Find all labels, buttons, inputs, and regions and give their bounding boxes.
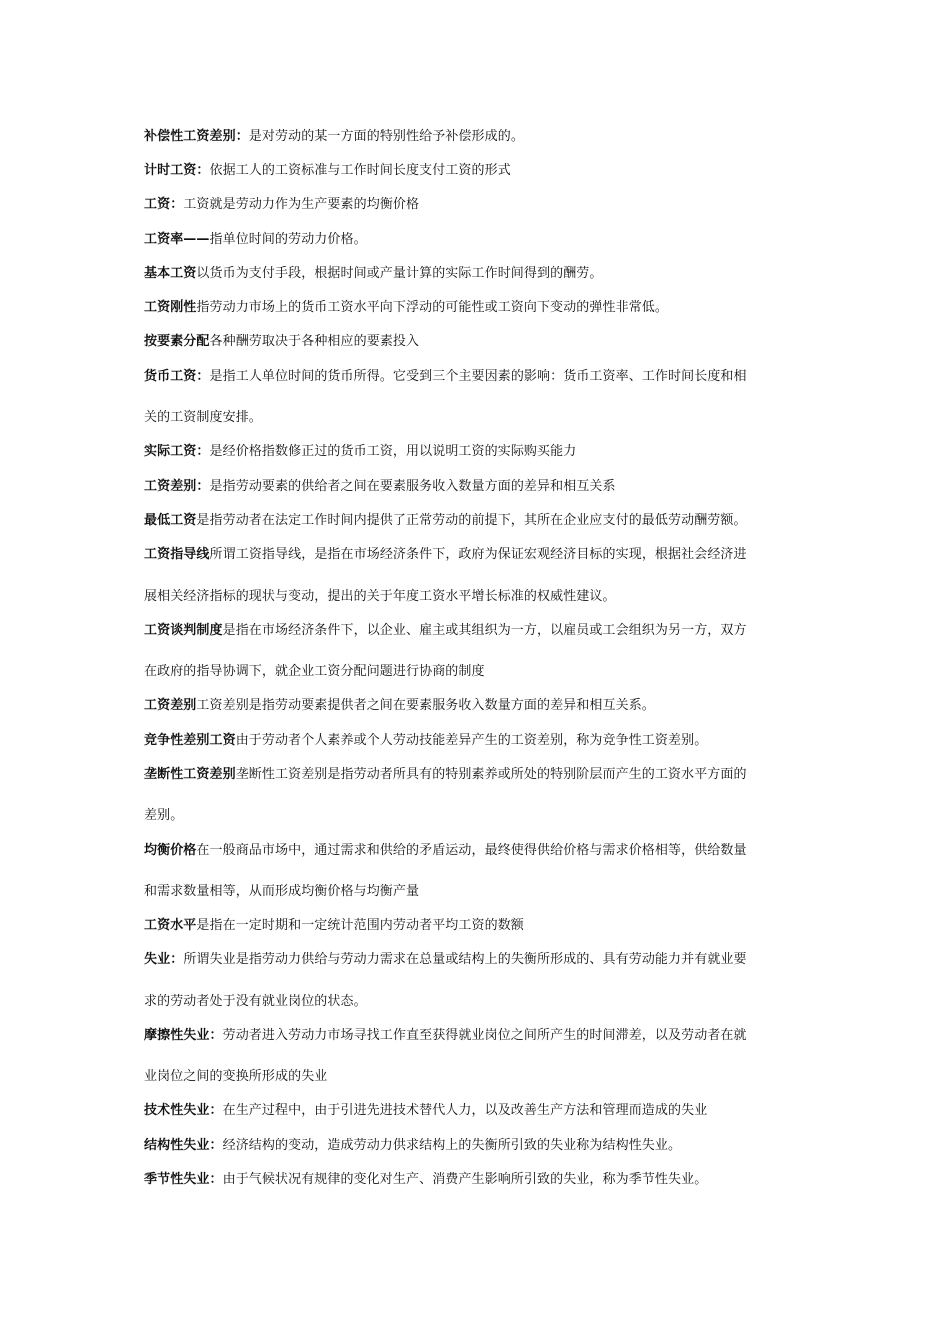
entry-line bbox=[144, 732, 824, 750]
entry-line bbox=[144, 951, 824, 969]
entry-text: 在生产过程中，由于引进先进技术替代人力，以及改善生产方法和管理而造成的失业 bbox=[222, 1103, 708, 1118]
entry-continuation-line bbox=[144, 663, 824, 681]
entry-text: 展相关经济指标的现状与变动，提出的关于年度工资水平增长标准的权威性建议。 bbox=[144, 589, 616, 604]
entry-continuation-line bbox=[144, 993, 824, 1011]
entry-line bbox=[144, 1027, 824, 1045]
entry-text: 是指在一定时期和一定统计范围内劳动者平均工资的数额 bbox=[196, 918, 524, 933]
entry-line bbox=[144, 766, 824, 784]
entry-term: 技术性失业： bbox=[144, 1103, 223, 1118]
entry-text: 关的工资制度安排。 bbox=[144, 410, 262, 425]
entry-line bbox=[144, 917, 824, 935]
entry-term: 实际工资： bbox=[144, 444, 210, 459]
entry-term: 基本工资 bbox=[144, 266, 197, 281]
entry-continuation-line bbox=[144, 1068, 824, 1086]
entry-term: 工资指导线 bbox=[144, 547, 210, 562]
entry-term: 工资刚性 bbox=[144, 300, 197, 315]
entry-term: 垄断性工资差别 bbox=[144, 767, 236, 782]
entry-continuation-line bbox=[144, 883, 824, 901]
entry-term: 结构性失业： bbox=[144, 1138, 223, 1153]
entry-line bbox=[144, 128, 824, 146]
entry-continuation-line bbox=[144, 588, 824, 606]
entry-line bbox=[144, 231, 824, 249]
entry-line bbox=[144, 196, 824, 214]
entry-term: 均衡价格 bbox=[144, 843, 197, 858]
entry-text: 由于劳动者个人素养或个人劳动技能差异产生的工资差别，称为竞争性工资差别。 bbox=[235, 733, 708, 748]
entry-text: 求的劳动者处于没有就业岗位的状态。 bbox=[144, 994, 367, 1009]
entry-text: 指单位时间的劳动力价格。 bbox=[209, 232, 367, 247]
entry-term: 工资差别： bbox=[144, 479, 210, 494]
entry-term: 工资差别 bbox=[144, 698, 197, 713]
entry-term: 工资水平 bbox=[144, 918, 197, 933]
entry-text: 业岗位之间的变换所形成的失业 bbox=[144, 1069, 328, 1084]
entry-text: 工资就是劳动力作为生产要素的均衡价格 bbox=[183, 197, 420, 212]
entry-text: 在一般商品市场中，通过需求和供给的矛盾运动，最终使得供给价格与需求价格相等，供给数量 bbox=[196, 843, 747, 858]
entry-text: 以货币为支付手段，根据时间或产量计算的实际工作时间得到的酬劳。 bbox=[196, 266, 603, 281]
entry-text: 劳动者进入劳动力市场寻找工作直至获得就业岗位之间所产生的时间滞差，以及劳动者在就 bbox=[222, 1028, 747, 1043]
entry-text: 各种酬劳取决于各种相应的要素投入 bbox=[209, 334, 420, 349]
entry-text: 所谓失业是指劳动力供给与劳动力需求在总量或结构上的失衡所形成的、具有劳动能力并有就业要 bbox=[183, 952, 747, 967]
entry-term: 计时工资： bbox=[144, 163, 210, 178]
entry-line bbox=[144, 1102, 824, 1120]
entry-line bbox=[144, 478, 824, 496]
entry-term: 补偿性工资差别： bbox=[144, 129, 249, 144]
entry-text: 所谓工资指导线，是指在市场经济条件下，政府为保证宏观经济目标的实现，根据社会经济进 bbox=[209, 547, 747, 562]
entry-text: 依据工人的工资标准与工作时间长度支付工资的形式 bbox=[209, 163, 511, 178]
entry-term: 工资： bbox=[144, 197, 184, 212]
entry-line bbox=[144, 842, 824, 860]
entry-text: 是对劳动的某一方面的特别性给予补偿形成的。 bbox=[248, 129, 524, 144]
entry-term: 失业： bbox=[144, 952, 184, 967]
entry-line bbox=[144, 265, 824, 283]
entry-line bbox=[144, 697, 824, 715]
entry-text: 是指劳动者在法定工作时间内提供了正常劳动的前提下，其所在企业应支付的最低劳动酬劳额。 bbox=[196, 513, 747, 528]
entry-text: 由于气候状况有规律的变化对生产、消费产生影响所引致的失业，称为季节性失业。 bbox=[222, 1172, 708, 1187]
entry-line bbox=[144, 512, 824, 530]
entry-line bbox=[144, 1171, 824, 1189]
entry-term: 工资谈判制度 bbox=[144, 623, 223, 638]
entry-text: 和需求数量相等，从而形成均衡价格与均衡产量 bbox=[144, 884, 420, 899]
entry-term: 竞争性差别工资 bbox=[144, 733, 236, 748]
entry-term: 最低工资 bbox=[144, 513, 197, 528]
entry-line bbox=[144, 622, 824, 640]
entry-term: 货币工资： bbox=[144, 369, 210, 384]
entry-text: 差别。 bbox=[144, 808, 184, 823]
entry-text: 垄断性工资差别是指劳动者所具有的特别素养或所处的特别阶层而产生的工资水平方面的 bbox=[235, 767, 747, 782]
entry-line bbox=[144, 333, 824, 351]
entry-line bbox=[144, 162, 824, 180]
entry-line bbox=[144, 443, 824, 461]
entry-text: 是指工人单位时间的货币所得。它受到三个主要因素的影响：货币工资率、工作时间长度和相 bbox=[209, 369, 747, 384]
entry-line bbox=[144, 368, 824, 386]
entry-text: 在政府的指导协调下，就企业工资分配问题进行协商的制度 bbox=[144, 664, 485, 679]
entry-text: 工资差别是指劳动要素提供者之间在要素服务收入数量方面的差异和相互关系。 bbox=[196, 698, 655, 713]
entry-term: 工资率—— bbox=[144, 232, 210, 247]
entry-term: 摩擦性失业： bbox=[144, 1028, 223, 1043]
entry-line bbox=[144, 1137, 824, 1155]
entry-text: 是指劳动要素的供给者之间在要素服务收入数量方面的差异和相互关系 bbox=[209, 479, 616, 494]
entry-term: 按要素分配 bbox=[144, 334, 210, 349]
entry-text: 是经价格指数修正过的货币工资，用以说明工资的实际购买能力 bbox=[209, 444, 577, 459]
entry-text: 指劳动力市场上的货币工资水平向下浮动的可能性或工资向下变动的弹性非常低。 bbox=[196, 300, 669, 315]
entry-text: 经济结构的变动，造成劳动力供求结构上的失衡所引致的失业称为结构性失业。 bbox=[222, 1138, 682, 1153]
entry-line bbox=[144, 299, 824, 317]
entry-continuation-line bbox=[144, 807, 824, 825]
entry-text: 是指在市场经济条件下，以企业、雇主或其组织为一方，以雇员或工会组织为另一方，双方 bbox=[222, 623, 747, 638]
entry-term: 季节性失业： bbox=[144, 1172, 223, 1187]
entry-continuation-line bbox=[144, 409, 824, 427]
entry-line bbox=[144, 546, 824, 564]
